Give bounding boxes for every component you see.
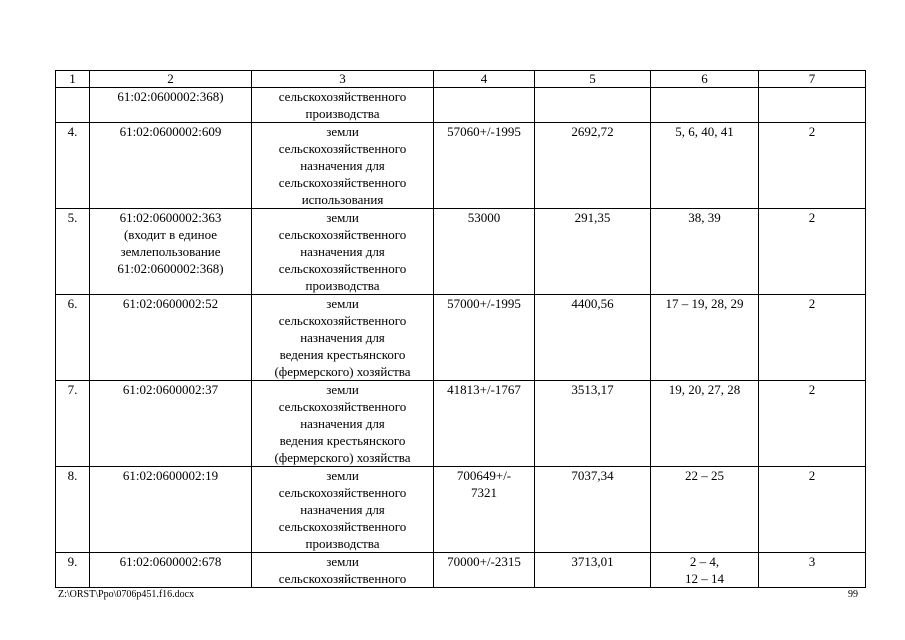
table-row — [56, 553, 866, 588]
table-row — [56, 88, 866, 123]
table-row — [56, 123, 866, 209]
cell-line: сельскохозяйственного — [278, 313, 407, 328]
cell-line: 61:02:0600002:19 — [122, 468, 219, 483]
column-header: 7 — [759, 71, 866, 88]
cell-line: (фермерского) хозяйства — [274, 364, 411, 379]
row-number-cell: 6. — [56, 295, 90, 381]
cell-line: ведения крестьянского — [279, 433, 406, 448]
cell-line: земли — [326, 124, 359, 139]
cell-line: 61:02:0600002:363 — [119, 210, 222, 225]
cell-line: 70000+/-2315 — [447, 554, 521, 569]
cell-line: назначения для — [300, 416, 385, 431]
column-7-cell: 2 — [759, 467, 866, 553]
cell-line: 12 – 14 — [685, 571, 724, 586]
cell-line: производства — [305, 106, 380, 121]
cadastral-value-cell: 3513,17 — [535, 381, 651, 467]
cell-line: 19, 20, 27, 28 — [668, 382, 741, 397]
cadastral-value-cell: 3713,01 — [535, 553, 651, 588]
cell-line: назначения для — [300, 330, 385, 345]
area-cell — [434, 123, 535, 209]
cell-line: 61:02:0600002:678 — [119, 554, 222, 569]
cell-line: 17 – 19, 28, 29 — [665, 296, 744, 311]
cell-line: ведения крестьянского — [279, 347, 406, 362]
parcel-numbers-cell — [651, 295, 759, 381]
column-7-cell: 2 — [759, 209, 866, 295]
column-header: 6 — [651, 71, 759, 88]
area-cell — [434, 553, 535, 588]
row-number-cell: 7. — [56, 381, 90, 467]
cell-line: сельскохозяйственного — [278, 89, 407, 104]
cell-line: 53000 — [467, 210, 501, 225]
table-row — [56, 381, 866, 467]
land-category-cell — [252, 467, 434, 553]
table-row — [56, 467, 866, 553]
column-7-cell: 2 — [759, 123, 866, 209]
column-header: 1 — [56, 71, 90, 88]
footer-page-number: 99 — [848, 589, 858, 600]
cell-line: производства — [305, 278, 380, 293]
cell-line: 57000+/-1995 — [447, 296, 521, 311]
cell-line: 61:02:0600002:368) — [117, 89, 224, 104]
cadastral-number-cell — [90, 88, 252, 123]
row-number-cell: 8. — [56, 467, 90, 553]
cell-line: земли — [326, 554, 359, 569]
cadastral-number-cell — [90, 123, 252, 209]
row-number-cell: 5. — [56, 209, 90, 295]
parcel-numbers-cell — [651, 553, 759, 588]
cell-line: назначения для — [300, 502, 385, 517]
column-7-cell — [759, 88, 866, 123]
table-row — [56, 295, 866, 381]
column-header: 4 — [434, 71, 535, 88]
table-row — [56, 209, 866, 295]
cell-line: 22 – 25 — [685, 468, 724, 483]
cell-line: 5, 6, 40, 41 — [675, 124, 734, 139]
cadastral-number-cell — [90, 467, 252, 553]
cell-line: сельскохозяйственного — [278, 519, 407, 534]
parcel-numbers-cell — [651, 467, 759, 553]
cell-line: сельскохозяйственного — [278, 227, 407, 242]
table-header-row — [56, 71, 866, 88]
parcel-numbers-cell — [651, 88, 759, 123]
land-category-cell — [252, 123, 434, 209]
cell-line: 7321 — [471, 485, 497, 500]
cell-line: сельскохозяйственного — [278, 261, 407, 276]
cell-line: 61:02:0600002:368) — [117, 261, 224, 276]
cell-line: производства — [305, 536, 380, 551]
cadastral-number-cell — [90, 209, 252, 295]
footer-file-path: Z:\ORST\Ppo\0706p451.f16.docx — [58, 589, 195, 600]
land-category-cell — [252, 88, 434, 123]
column-7-cell: 3 — [759, 553, 866, 588]
cell-line: 61:02:0600002:52 — [122, 296, 219, 311]
row-number-cell — [56, 88, 90, 123]
cell-line: использования — [301, 192, 384, 207]
cadastral-number-cell — [90, 553, 252, 588]
column-header: 2 — [90, 71, 252, 88]
cell-line: 2 – 4, — [689, 554, 720, 569]
cell-line: сельскохозяйственного — [278, 571, 407, 586]
cell-line: 61:02:0600002:37 — [122, 382, 219, 397]
cell-line: (фермерского) хозяйства — [274, 450, 411, 465]
land-category-cell — [252, 295, 434, 381]
cadastral-value-cell: 291,35 — [535, 209, 651, 295]
cadastral-value-cell — [535, 88, 651, 123]
cell-line: сельскохозяйственного — [278, 485, 407, 500]
parcel-numbers-cell — [651, 209, 759, 295]
column-7-cell: 2 — [759, 295, 866, 381]
cadastral-number-cell — [90, 381, 252, 467]
cell-line: 61:02:0600002:609 — [119, 124, 222, 139]
cell-line: 700649+/- — [456, 468, 512, 483]
land-category-cell — [252, 209, 434, 295]
cell-line: сельскохозяйственного — [278, 175, 407, 190]
column-7-cell: 2 — [759, 381, 866, 467]
cell-line: земли — [326, 210, 359, 225]
area-cell — [434, 381, 535, 467]
cell-line: назначения для — [300, 158, 385, 173]
cell-line: 41813+/-1767 — [447, 382, 521, 397]
cell-line: 57060+/-1995 — [447, 124, 521, 139]
parcel-numbers-cell — [651, 123, 759, 209]
cell-line: земли — [326, 468, 359, 483]
cell-line: 38, 39 — [688, 210, 721, 225]
cell-line: сельскохозяйственного — [278, 399, 407, 414]
cadastral-value-cell: 4400,56 — [535, 295, 651, 381]
row-number-cell: 4. — [56, 123, 90, 209]
cell-line: назначения для — [300, 244, 385, 259]
cadastral-number-cell — [90, 295, 252, 381]
cadastral-value-cell: 2692,72 — [535, 123, 651, 209]
cell-line: землепользование — [120, 244, 221, 259]
land-category-cell — [252, 381, 434, 467]
row-number-cell: 9. — [56, 553, 90, 588]
cell-line: сельскохозяйственного — [278, 141, 407, 156]
cell-line: (входит в единое — [123, 227, 218, 242]
cadastral-value-cell: 7037,34 — [535, 467, 651, 553]
area-cell — [434, 88, 535, 123]
land-category-cell — [252, 553, 434, 588]
column-header: 3 — [252, 71, 434, 88]
parcel-numbers-cell — [651, 381, 759, 467]
cell-line: земли — [326, 382, 359, 397]
land-plots-table — [55, 70, 866, 588]
cell-line: земли — [326, 296, 359, 311]
column-header: 5 — [535, 71, 651, 88]
area-cell — [434, 295, 535, 381]
area-cell — [434, 209, 535, 295]
area-cell — [434, 467, 535, 553]
